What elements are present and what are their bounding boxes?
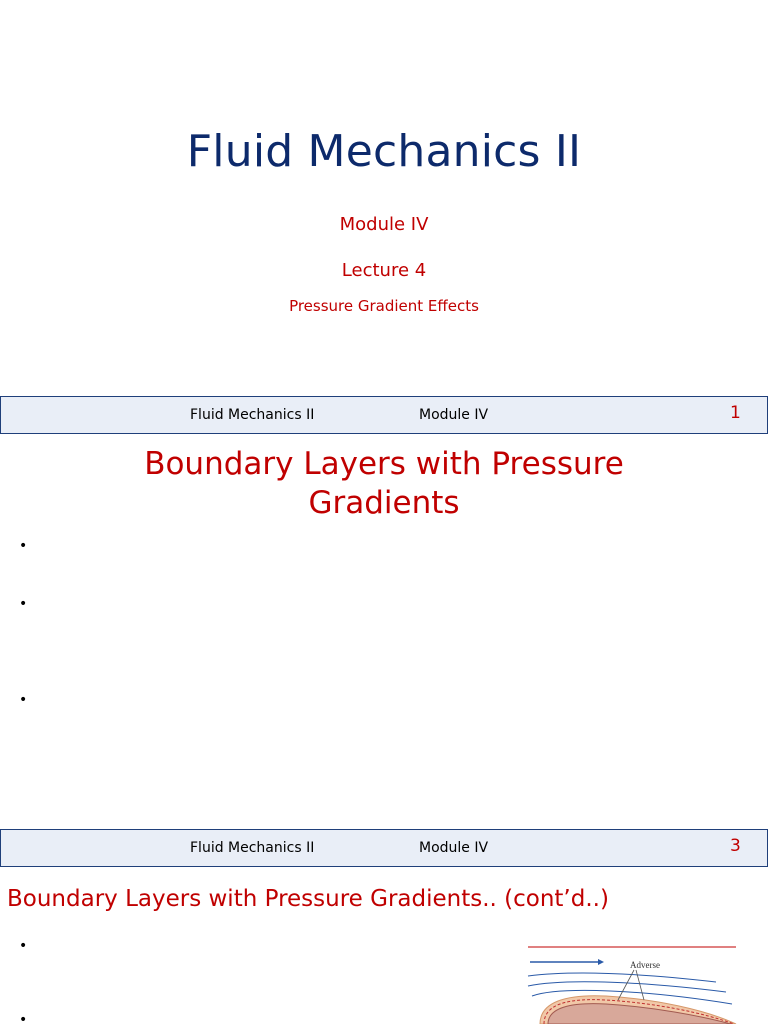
bullet-point: • [19, 1012, 28, 1028]
footer-module: Module IV [419, 407, 489, 423]
slide2-title-line1: Boundary Layers with Pressure [144, 446, 624, 482]
footer-module: Module IV [419, 840, 489, 856]
slide2-footer [0, 829, 768, 867]
footer-course: Fluid Mechanics II [190, 840, 315, 856]
slide2-title [0, 445, 768, 523]
label-pointer [636, 970, 644, 1000]
bullet-point: • [19, 938, 28, 954]
slide1-title: Fluid Mechanics II [186, 126, 582, 177]
footer-course: Fluid Mechanics II [190, 407, 315, 423]
streamline [528, 973, 716, 982]
airfoil-boundary-layer-figure [526, 944, 738, 1024]
slide2-title-line2: Gradients [308, 485, 460, 521]
flow-arrow-head [598, 959, 604, 965]
slide1-module: Module IV [339, 214, 429, 235]
footer-page-number: 3 [730, 836, 741, 856]
slide1-lecture: Lecture 4 [341, 260, 427, 281]
figure-label-adverse: Adverse [630, 960, 660, 970]
footer-page-number: 1 [730, 403, 741, 423]
bullet-point: • [19, 538, 28, 554]
slide1-footer [0, 396, 768, 434]
bullet-point: • [19, 596, 28, 612]
slide1-subtitle: Pressure Gradient Effects [289, 297, 479, 315]
bullet-point: • [19, 692, 28, 708]
slide3-title: Boundary Layers with Pressure Gradients.. (cont’d..) [7, 886, 609, 912]
airfoil-diagram [526, 944, 738, 1024]
